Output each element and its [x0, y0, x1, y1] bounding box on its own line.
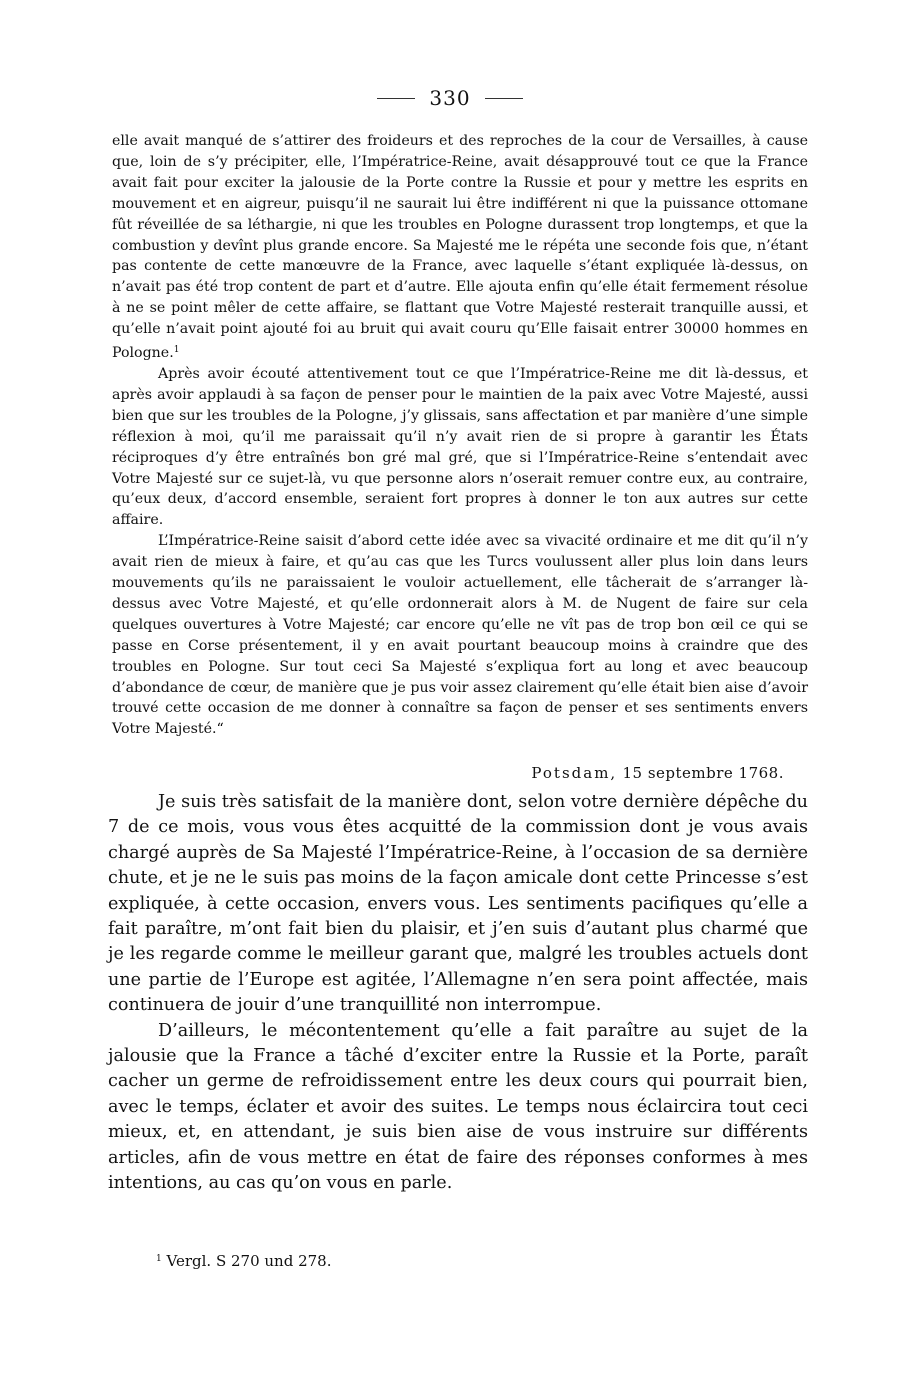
header-rule-right	[485, 98, 523, 99]
reply-paragraph-2: D’ailleurs, le mécontentement qu’elle a fait paraître au sujet de la jalousie que la France a tâché d’exciter entre la Russie et la Porte, paraît cacher un germe de refroidissement entre les deux cours qui pourrait bien, avec le temps, éclater et avoir des suites. Le temps nous éclaircira tout ceci mieux, et, en attendant, je suis bien aise de vous instruire sur différents articles, afin de vous mettre en état de faire des réponses conformes à mes intentions, au cas qu’on vous en parle.	[108, 1020, 808, 1194]
dateline-place: Potsdam,	[531, 764, 618, 782]
footnote-marker: 1	[156, 1254, 162, 1264]
letter-quotation	[112, 131, 808, 740]
letter-paragraph-1: elle avait manqué de s’attirer des froideurs et des reproches de la cour de Versailles, à cause que, loin de s’y précipiter, elle, l’Impératrice-Reine, avait désapprouvé tout ce que la France avait fait pour exciter la jalousie de la Porte contre la Russie et pour y mettre les esprits en mouvement et en aigreur, puisqu’il ne saurait lui être indifférent ni que la puissance ottomane fût réveillée de sa léthargie, ni que les troubles en Pologne durassent trop longtemps, et que la combustion y devînt plus grande encore. Sa Majesté me le répéta une seconde fois que, n’étant pas contente de cette manœuvre de la France, avec laquelle s’étant expliquée là-dessus, on n’avait pas été trop content de part et d’autre. Elle ajouta enfin qu’elle était fermement résolue à ne se point mêler de cette affaire, se flattant que Votre Majesté resterait tranquille aussi, et qu’elle n’avait point ajouté foi au bruit qui avait couru qu’Elle faisait entrer 30000 hommes en Pologne.$^1$	[112, 133, 808, 362]
reply-paragraph-1: Je suis très satisfait de la manière dont, selon votre dernière dépêche du 7 de ce mois, vous vous êtes acquitté de la commission dont je vous avais chargé auprès de Sa Majesté l’Impératrice-Reine, à l’occasion de sa dernière chute, et je ne le suis pas moins de la façon amicale dont cette Princesse s’est expliquée, à cette occasion, envers vous. Les sentiments pacifiques qu’elle a fait paraître, m’ont fait bien du plaisir, et j’en suis d’autant plus charmé que je les regarde comme le meilleur garant que, malgré les troubles actuels dont une partie de l’Europe est agitée, l’Allemagne n’en sera point affectée, mais continuera de jouir d’une tranquillité non interrompue.	[108, 792, 808, 1016]
header-rule-left	[377, 98, 415, 99]
footnote-text: Vergl. S 270 und 278.	[166, 1252, 332, 1270]
reply-body	[108, 790, 808, 1197]
page-number: 330	[429, 86, 471, 110]
page-header	[0, 86, 900, 110]
dateline-date: 15 septembre 1768.	[622, 764, 784, 782]
footnote-reference: 1	[173, 345, 180, 356]
letter-paragraph-2: Après avoir écouté attentivement tout ce que l’Impératrice-Reine me dit là-dessus, et après avoir applaudi à sa façon de penser pour le maintien de la paix avec Votre Majesté, aussi bien que sur les troubles de la Pologne, j’y glissais, sans affectation et par manière d’une simple réflexion à moi, qu’il me paraissait qu’il n’y avait rien de si propre à garantir les États réciproques d’y être entraînés bon gré mal gré, que si l’Impératrice-Reine s’entendait avec Votre Majesté sur ce sujet-là, vu que personne alors n’oserait remuer contre eux, au contraire, qu’eux deux, d’accord ensemble, seraient fort propres à donner le ton aux autres sur cette affaire.	[112, 365, 808, 529]
dateline	[531, 764, 784, 782]
footnote	[156, 1252, 332, 1270]
letter-paragraph-3: L’Impératrice-Reine saisit d’abord cette idée avec sa vivacité ordinaire et me dit qu’il n’y avait rien de mieux à faire, et qu’au cas que les Turcs voulussent aller plus loin dans leurs mouvements qu’ils ne paraissaient le vouloir actuellement, elle tâcherait de s’arranger là-dessus avec Votre Majesté, et qu’elle ordonnerait alors à M. de Nugent de faire sur cela quelques ouvertures à Votre Majesté; car encore qu’elle ne vît pas de trop bon œil ce qui se passe en Corse présentement, il y en avait pourtant beaucoup moins à craindre que des troubles en Pologne. Sur tout ceci Sa Majesté s’expliqua fort au long et avec beaucoup d’abondance de cœur, de manière que je pus voir assez clairement qu’elle était bien aise d’avoir trouvé cette occasion de me donner à connaître sa façon de penser et ses sentiments envers Votre Majesté.“	[112, 533, 808, 738]
